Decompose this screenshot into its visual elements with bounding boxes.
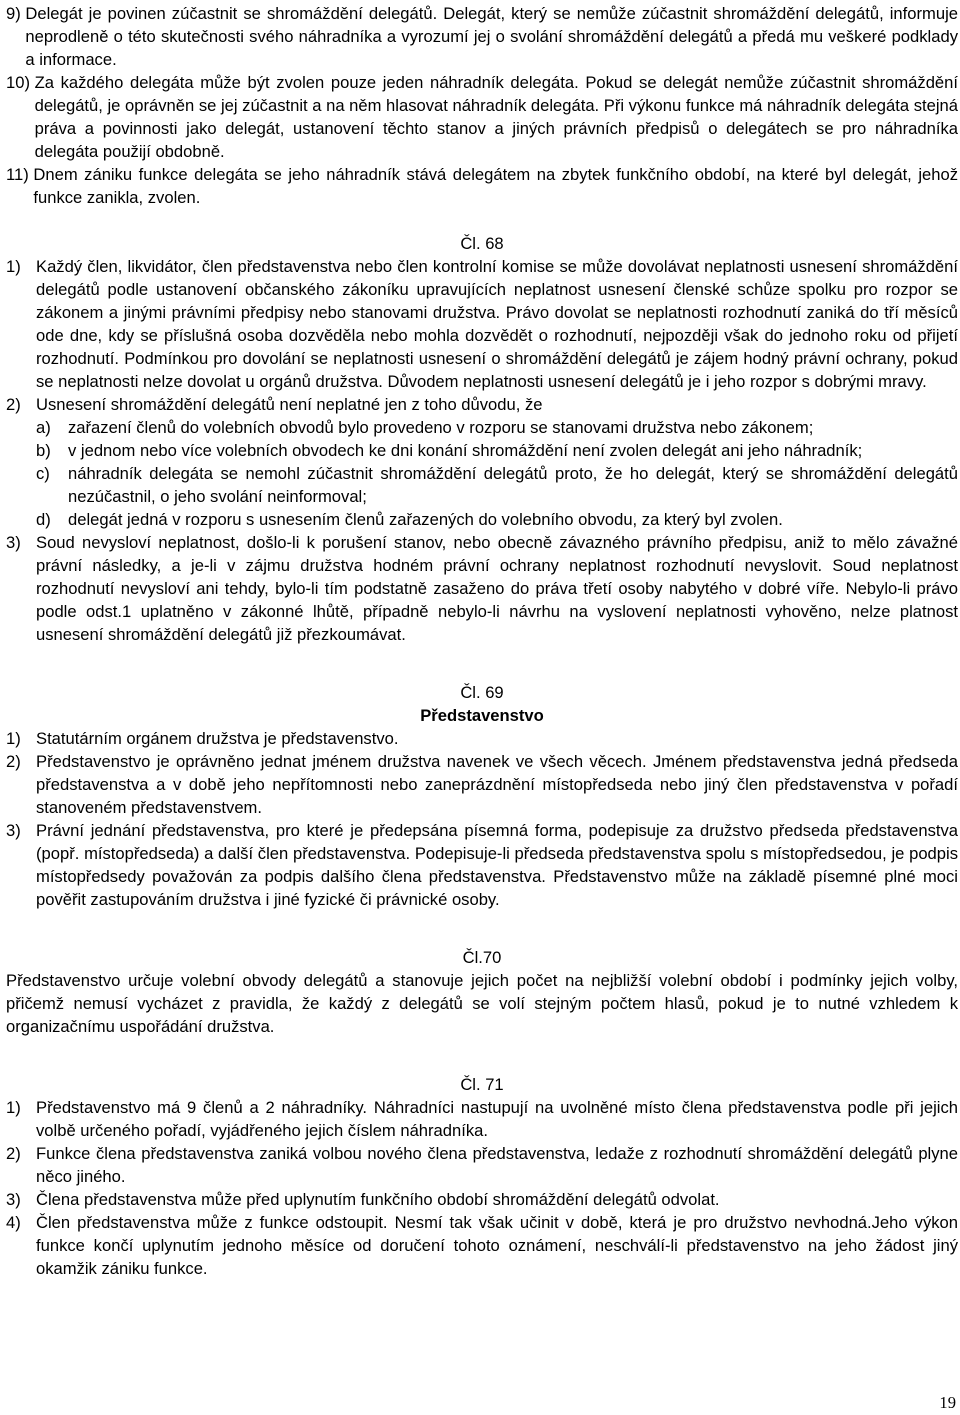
page-number: 19 [939,1393,956,1412]
item-letter: c) [36,464,50,483]
article-71-paragraph-4 [6,1211,958,1280]
paragraph-number: 1) [6,1098,21,1117]
paragraph-text: Funkce člena představenstva zaniká volbou nového člena představenstva, ledaže z rozhodnutí shromáždění delegátů plyne něco jiného. [36,1144,958,1186]
paragraph-text: Každý člen, likvidátor, člen představenstva nebo člen kontrolní komise se může dovolávat neplatnosti usnesení shromáždění delegátů podle ustanovení občanského zákoníku upravujících neplatnost usnesení členské schůze spolku pro rozpor se zákonem a jinými právními předpisy nebo stanovami družstva. Právo dovolat se neplatnosti rozhodnutí zaniká do tří měsíců ode dne, kdy se příslušná osoba dozvěděla nebo mohla dozvědět o rozhodnutí, nejpozději však do jednoho roku od přijetí rozhodnutí. Podmínkou pro dovolání se neplatnosti usnesení o shromáždění delegátů je zájem hodný právní ochrany, pokud se neplatnosti nelze dovolat u orgánů družstva. Důvodem neplatnosti usnesení delegátů je i jeho rozpor s dobrými mravy. [36,257,958,391]
item-letter: b) [36,441,51,460]
paragraph-number: 1) [6,257,21,276]
paragraph-text: Představenstvo má 9 členů a 2 náhradníky. Náhradníci nastupují na uvolněné místo člena představenstva podle při jejich volbě určeného pořadí, vyjádřeného jejich číslem náhradníka. [36,1098,958,1140]
article-68-heading: Čl. 68 [460,234,504,253]
paragraph-number: 3) [6,1190,21,1209]
item-text: zařazení členů do volebních obvodů bylo provedeno v rozporu se stanovami družstva nebo zákonem; [68,418,814,437]
item-text: delegát jedná v rozporu s usnesením členů zařazených do volebního obvodu, za který byl zvolen. [68,510,783,529]
article-68-paragraph-3 [6,531,958,646]
paragraph-number: 4) [6,1213,21,1232]
paragraph-text: Usnesení shromáždění delegátů není neplatné jen z toho důvodu, že [36,395,543,414]
article-68-item-d [36,508,958,531]
article-71-paragraph-2 [6,1142,958,1188]
paragraph-number: 2) [6,1144,21,1163]
item-letter: a) [36,418,51,437]
article-69-heading: Čl. 69 [460,683,504,702]
paragraph-number: 3) [6,821,21,840]
article-70-heading: Čl.70 [462,948,502,967]
paragraph-text: Člen představenstva může z funkce odstoupit. Nesmí tak však učinit v době, která je pro družstvo nevhodná.Jeho výkon funkce končí uplynutím jednoho měsíce od doručení tohoto oznámení, neschválí-li představenstvo na jeho žádost jiný okamžik zániku funkce. [36,1213,958,1278]
paragraph-text: Představenstvo je oprávněno jednat jménem družstva navenek ve všech věcech. Jménem představenstva jedná předseda představenstva a v době jeho nepřítomnosti nebo zaneprázdnění místopředseda nebo jiný člen představenstva v pořadí stanoveném představenstvem. [36,752,958,817]
paragraph-number: 9) [6,4,26,23]
paragraph-number: 1) [6,729,21,748]
article-69-subheading: Představenstvo [420,706,544,725]
article-68-item-c [36,462,958,508]
item-letter: d) [36,510,51,529]
document-page [6,2,958,1280]
article-71-paragraph-3 [6,1188,958,1211]
article-69-paragraph-2 [6,750,958,819]
article-69-paragraph-3 [6,819,958,911]
intro-paragraph-10 [6,71,958,163]
paragraph-number: 10) [6,73,35,92]
paragraph-text: Soud nevysloví neplatnost, došlo-li k porušení stanov, nebo obecně závazného právního předpisu, aniž to mělo závažné právní následky, a je-li v zájmu družstva hodném právní ochrany neplatnost rozhodnutí nevyslovit. Soud neplatnost rozhodnutí nevysloví ani tehdy, bylo-li tím podstatně zasaženo do práva třetí osoby nabytého v dobré víře. Nebylo-li právo podle odst.1 uplatněno v zákonné lhůtě, případně nebylo-li návrhu na vyslovení neplatnosti vyhověno, nelze platnost usnesení shromáždění delegátů již přezkoumávat. [36,533,958,644]
article-68-item-b [36,439,958,462]
paragraph-text: Za každého delegáta může být zvolen pouze jeden náhradník delegáta. Pokud se delegát nemůže zúčastnit shromáždění delegátů, je oprávněn se jej zúčastnit a na něm hlasovat náhradník delegáta. Při výkonu funkce má náhradník delegáta stejná práva a povinnosti jako delegát, ustanovení těchto stanov a jiných právních předpisů o delegátech se pro náhradníka delegáta použijí obdobně. [34,73,958,161]
item-text: v jednom nebo více volebních obvodech ke dni konání shromáždění není zvolen delegát ani jeho náhradník; [68,441,863,460]
paragraph-text: Dnem zániku funkce delegáta se jeho náhradník stává delegátem na zbytek funkčního období, na které byl delegát, jehož funkce zanikla, zvolen. [33,165,958,207]
paragraph-text: Právní jednání představenstva, pro které je předepsána písemná forma, podepisuje za družstvo předseda představenstva (popř. místopředseda) a další člen představenstva. Podepisuje-li předseda představenstva spolu s místopředsedou, je podpis místopředsedy považován za podpis dalšího člena představenstva. Představenstvo může na základě písemné plné moci pověřit zastupováním družstva i jiné fyzické či právnické osoby. [36,821,958,909]
article-68-item-a [36,416,958,439]
item-text: náhradník delegáta se nemohl zúčastnit shromáždění delegátů proto, že ho delegát, který se shromáždění delegátů nezúčastnil, o jeho svolání neinformoval; [68,464,958,506]
article-71-paragraph-1 [6,1096,958,1142]
intro-paragraph-9 [6,2,958,71]
intro-paragraph-11 [6,163,958,209]
article-69-paragraph-1 [6,727,958,750]
article-71-heading: Čl. 71 [460,1075,504,1094]
paragraph-number: 2) [6,752,21,771]
paragraph-text: Statutárním orgánem družstva je představenstvo. [36,729,399,748]
article-70-text: Představenstvo určuje volební obvody delegátů a stanovuje jejich počet na nejbližší volební období i podmínky jejich volby, přičemž nemusí vycházet z pravidla, že každý z delegátů se volí stejným počtem hlasů, pokud je to nutné vzhledem k organizačnímu uspořádání družstva. [6,971,958,1036]
article-68-paragraph-1 [6,255,958,393]
article-68-paragraph-2 [6,393,958,416]
paragraph-text: Člena představenstva může před uplynutím funkčního období shromáždění delegátů odvolat. [36,1190,720,1209]
paragraph-number: 2) [6,395,21,414]
paragraph-text: Delegát je povinen zúčastnit se shromáždění delegátů. Delegát, který se nemůže zúčastnit shromáždění delegátů, informuje neprodleně o této skutečnosti svého náhradníka a vyrozumí jej o svolání shromáždění delegátů a předá mu veškeré podklady a informace. [25,4,958,69]
paragraph-number: 11) [6,165,34,184]
paragraph-number: 3) [6,533,21,552]
